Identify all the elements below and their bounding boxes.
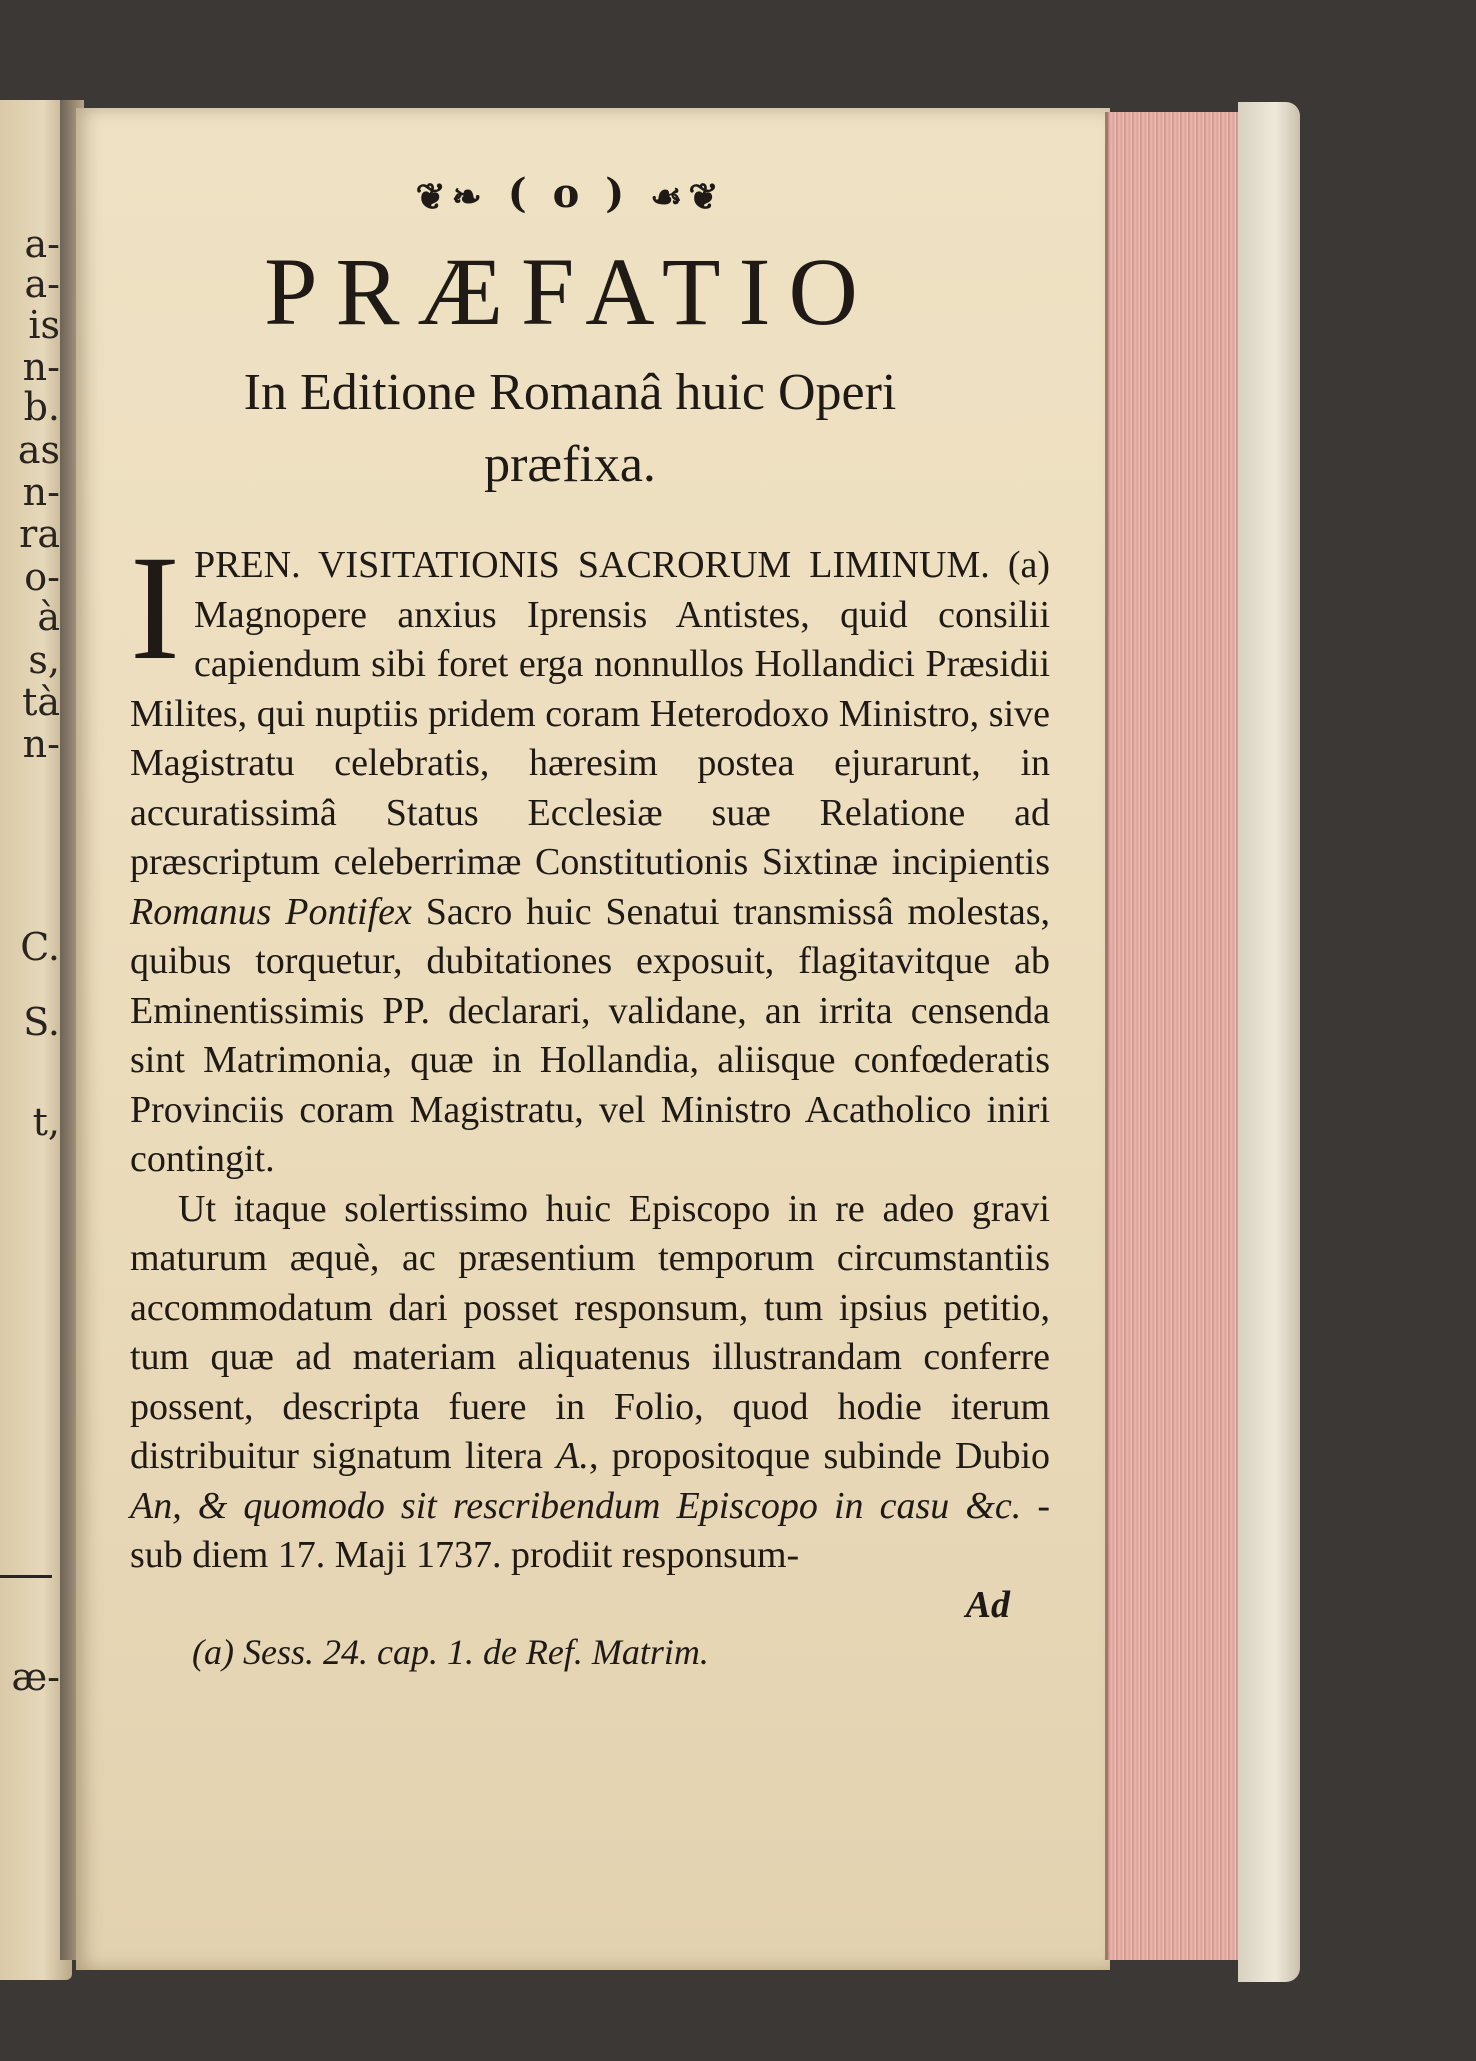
paragraph-text: , propositoque subinde Dubio xyxy=(588,1435,1051,1477)
left-fragment: n- xyxy=(22,722,60,766)
paragraph-text: PREN. VISITATIONIS SACRORUM LIMINUM. (a) Magnopere anxius Iprensis Antistes, quid consilii capiendum sibi foret erga nonnullos Hollandici Præsidii Milites, qui nuptiis pridem coram Heterodoxo Ministro, sive Magistratu celebratis, hæresim postea ejurarunt, in accuratissimâ Status Ecclesiæ suæ Relatione ad præscriptum celeberrimæ Constitutionis Sixtinæ incipientis xyxy=(130,544,1050,883)
footnote: (a) Sess. 24. cap. 1. de Ref. Matrim. xyxy=(192,1631,709,1672)
subtitle xyxy=(90,357,1050,501)
paragraph-1 xyxy=(130,525,1051,1185)
page-header xyxy=(90,170,1050,218)
page-content xyxy=(130,170,1050,1673)
right-fleuron-icon: ☙❦ xyxy=(650,176,725,218)
left-fragment: b. xyxy=(23,385,60,429)
page-number: ( o ) xyxy=(507,170,631,217)
left-fragment: is xyxy=(28,303,60,347)
left-fragment: as xyxy=(17,428,60,472)
left-fragment: a- xyxy=(24,222,60,266)
paragraph-text: Ut itaque solertissimo huic Episcopo in re adeo gravi maturum æquè, ac præsentium temporum circumstantiis accommodatum dari posset responsum, tum ipsius petitio, tum quæ ad materiam aliquatenus illustrandam conferre possent, descripta fuere in Folio, quod hodie iterum distribuitur signatum litera xyxy=(130,1187,1050,1477)
left-fragment: à xyxy=(37,595,60,639)
left-fleuron-icon: ❦❧ xyxy=(415,176,488,218)
left-fragment: o- xyxy=(24,555,60,599)
left-fragment: a- xyxy=(24,262,60,306)
subtitle-line: præfixa. xyxy=(484,436,656,493)
left-fragment: ra xyxy=(19,512,60,556)
subtitle-line: In Editione Romanâ huic Operi xyxy=(243,364,897,421)
left-fragment: t, xyxy=(32,1100,60,1144)
left-fragment: n- xyxy=(22,470,60,514)
italic-text: An, & quomodo sit rescribendum Episcopo in casu &c. xyxy=(130,1484,1022,1527)
italic-text: A. xyxy=(556,1435,589,1477)
left-fragment: tà xyxy=(22,680,60,724)
page-title: PRÆFATIO xyxy=(264,238,876,345)
italic-text: Romanus Pontifex xyxy=(130,890,412,933)
catchword: Ad xyxy=(965,1583,1010,1626)
left-fragment: C. xyxy=(20,925,60,969)
left-fragment: æ- xyxy=(11,1655,60,1699)
drop-cap: I xyxy=(130,525,180,691)
page-edges xyxy=(1105,112,1250,1960)
left-page-rule xyxy=(0,1575,52,1578)
paragraph-text: Sacro huic Senatui transmissâ molestas, quibus torquetur, dubitationes exposuit, flagitavitque ab Eminentissimis PP. declarari, validane, an irrita censenda sint Matrimonia, quæ in Hollandia, aliisque confœderatis Provinciis coram Magistratu, vel Ministro Acatholico iniri contingit. xyxy=(130,890,1051,1180)
left-fragment: n- xyxy=(22,345,60,389)
paragraph-2 xyxy=(130,1185,1050,1581)
book-cover xyxy=(1238,102,1300,1982)
left-fragment: S. xyxy=(23,1000,60,1044)
paragraph-text: - sub diem 17. Maji 1737. prodiit responsum- xyxy=(130,1484,1051,1576)
left-fragment: s, xyxy=(28,638,60,682)
